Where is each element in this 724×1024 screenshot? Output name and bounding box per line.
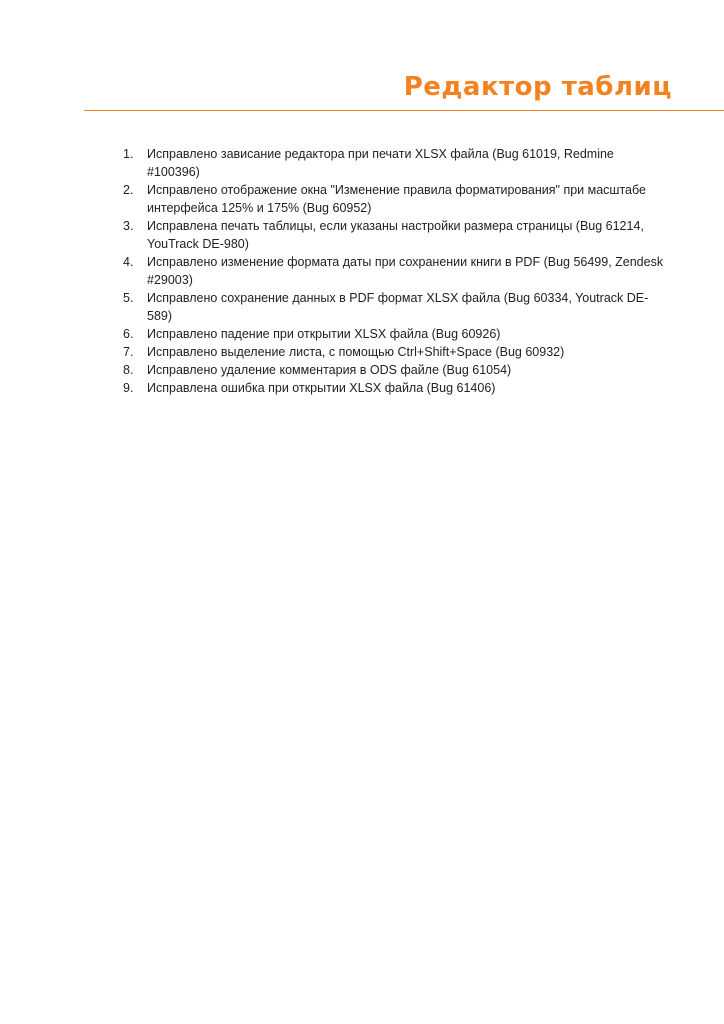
list-item-text: Исправлено отображение окна "Изменение правила форматирования" при масштабе интерфейса 125% и 175% (Bug 60952): [147, 183, 646, 215]
list-item-number: 7.: [123, 345, 134, 359]
list-item-text: Исправлено падение при открытии XLSX файла (Bug 60926): [147, 327, 501, 341]
list-item: [120, 181, 665, 217]
list-item-text: Исправлено выделение листа, с помощью Ctrl+Shift+Space (Bug 60932): [147, 345, 565, 359]
changelog-list: [120, 145, 665, 397]
list-item: [120, 325, 665, 343]
list-item: [120, 289, 665, 325]
list-item-number: 3.: [123, 219, 134, 233]
list-item-text: Исправлено сохранение данных в PDF формат XLSX файла (Bug 60334, Youtrack DE-589): [147, 291, 649, 323]
list-item-text: Исправлено изменение формата даты при сохранении книги в PDF (Bug 56499, Zendesk #29003): [147, 255, 664, 287]
list-item-number: 8.: [123, 363, 134, 377]
list-item-number: 2.: [123, 183, 134, 197]
list-item-text: Исправлена печать таблицы, если указаны настройки размера страницы (Bug 61214, YouTrack DE-980): [147, 219, 644, 251]
list-item: [120, 217, 665, 253]
list-item: [120, 361, 665, 379]
title-divider: [84, 110, 724, 111]
list-item: [120, 343, 665, 361]
list-item: [120, 379, 665, 397]
list-item-text: Исправлена ошибка при открытии XLSX файла (Bug 61406): [147, 381, 496, 395]
list-item: [120, 145, 665, 181]
list-item: [120, 253, 665, 289]
list-item-number: 5.: [123, 291, 134, 305]
list-item-number: 1.: [123, 147, 134, 161]
list-item-text: Исправлено зависание редактора при печати XLSX файла (Bug 61019, Redmine #100396): [147, 147, 614, 179]
page-title: Редактор таблиц: [403, 72, 672, 102]
list-item-number: 4.: [123, 255, 134, 269]
list-item-text: Исправлено удаление комментария в ODS файле (Bug 61054): [147, 363, 512, 377]
list-item-number: 6.: [123, 327, 134, 341]
list-item-number: 9.: [123, 381, 134, 395]
